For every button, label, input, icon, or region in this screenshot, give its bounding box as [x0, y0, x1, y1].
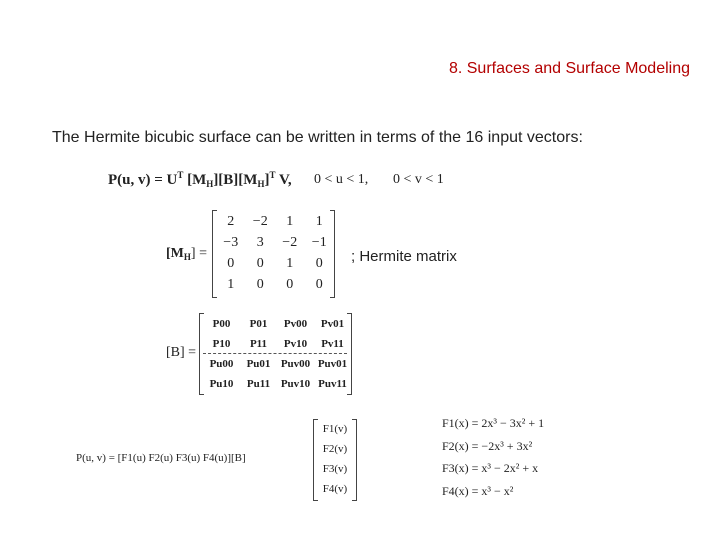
blend-column-vector — [318, 419, 352, 499]
b-matrix-cell: Puv00 — [280, 358, 311, 370]
b-matrix — [203, 314, 351, 394]
hermite-matrix-label: ; Hermite matrix — [351, 248, 457, 265]
hermite-matrix-cell: 1 — [286, 256, 294, 271]
main-eq-t-sup: T — [177, 170, 184, 180]
hermite-matrix-cell: 3 — [256, 235, 264, 250]
hermite-lhs-sub: H — [183, 252, 191, 262]
slide-title: 8. Surfaces and Surface Modeling — [448, 60, 690, 77]
b-matrix-cell: P00 — [212, 318, 231, 330]
b-matrix-cell: Pv11 — [321, 338, 344, 350]
b-matrix-cell: Puv10 — [280, 378, 311, 390]
main-eq-mh2-sub: H — [257, 179, 265, 189]
b-matrix-cell: Puv01 — [317, 358, 348, 370]
blend-function-cell: F1(x) = 2x³ − 3x² + 1 — [442, 416, 545, 430]
hermite-matrix-cell: 1 — [315, 214, 323, 229]
b-matrix-cell: P11 — [249, 338, 268, 350]
blend-column-cell: F1(v) — [322, 423, 348, 435]
main-eq-cond-v: 0 < v < 1 — [393, 172, 444, 187]
hermite-matrix-cell: 1 — [227, 277, 235, 292]
hermite-matrix-cell: −1 — [311, 235, 327, 250]
b-matrix-cell: Pu11 — [246, 378, 271, 390]
main-eq-rhs: V, — [278, 172, 292, 188]
hermite-lhs-end: ] = — [190, 246, 207, 261]
b-matrix-divider — [203, 353, 347, 354]
hermite-matrix-lhs — [166, 246, 207, 262]
b-matrix-cell: Pu00 — [209, 358, 234, 370]
blend-column-cell: F3(v) — [322, 463, 348, 475]
hermite-matrix-cell: 1 — [286, 214, 294, 229]
b-matrix-cell: Pv00 — [283, 318, 308, 330]
hermite-matrix-cell: 0 — [256, 256, 264, 271]
main-eq-mh: [M — [187, 172, 207, 188]
intro-text: The Hermite bicubic surface can be written in terms of the 16 input vectors: — [52, 129, 583, 146]
hermite-matrix-cell: 0 — [315, 256, 323, 271]
hermite-matrix-cell: 0 — [286, 277, 294, 292]
hermite-matrix-cell: 2 — [227, 214, 235, 229]
b-matrix-cell: P10 — [212, 338, 231, 350]
blend-column-cell: F2(v) — [322, 443, 348, 455]
blend-right-bracket — [352, 419, 357, 501]
b-matrix-cell: Puv11 — [318, 378, 347, 390]
b-matrix-cell: Pv10 — [283, 338, 308, 350]
main-equation — [108, 170, 292, 189]
hermite-matrix-cell: −2 — [252, 214, 268, 229]
main-eq-bmid: ][B][M — [213, 172, 258, 188]
b-matrix-cell: P01 — [249, 318, 268, 330]
b-matrix-cell: Pu01 — [246, 358, 271, 370]
hermite-matrix-cell: 0 — [315, 277, 323, 292]
hermite-matrix-cell: 0 — [256, 277, 264, 292]
hermite-matrix-cell: 0 — [227, 256, 235, 271]
main-eq-close: ] — [264, 172, 270, 188]
b-matrix-lhs: [B] = — [166, 345, 197, 360]
hermite-matrix-cell: −2 — [282, 235, 298, 250]
hermite-lhs-open: [M — [166, 246, 184, 261]
hermite-matrix — [216, 212, 334, 294]
blend-functions — [442, 412, 582, 502]
blend-function-cell: F3(x) = x³ − 2x² + x — [442, 461, 539, 475]
blend-column-cell: F4(v) — [322, 483, 348, 495]
blend-equation-lhs: P(u, v) = [F1(u) F2(u) F3(u) F4(u)][B] — [76, 452, 246, 464]
main-eq-mh-sub: H — [206, 179, 214, 189]
blend-function-cell: F2(x) = −2x³ + 3x² — [442, 438, 533, 453]
b-matrix-cell: Pv01 — [320, 318, 345, 330]
main-eq-t-sup2: T — [269, 170, 276, 180]
main-eq-lhs: P(u, v) = U — [108, 172, 178, 188]
main-eq-cond-u: 0 < u < 1, — [314, 172, 369, 187]
hermite-matrix-cell: −3 — [223, 235, 239, 250]
blend-function-cell: F4(x) = x³ − x² — [442, 483, 514, 498]
b-matrix-cell: Pu10 — [209, 378, 234, 390]
